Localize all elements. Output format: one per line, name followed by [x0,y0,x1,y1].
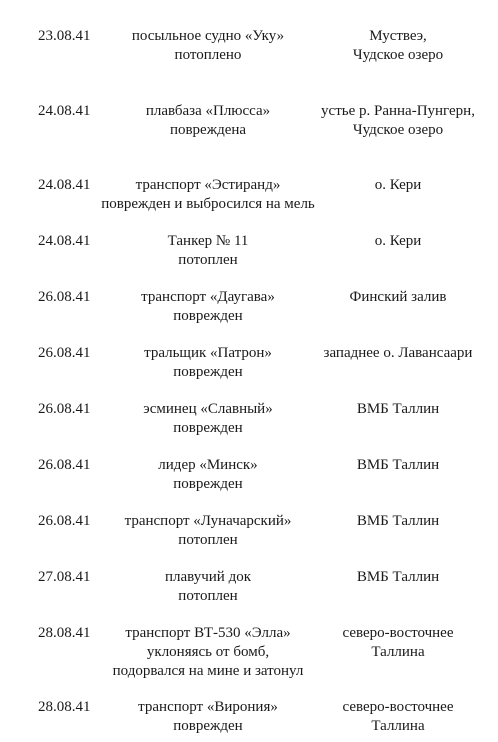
place-cell [318,568,478,587]
place-cell [318,102,478,140]
event-cell [96,624,320,681]
date-cell: 28.08.41 [38,699,91,715]
event-line: повреждена [169,122,247,138]
place-line: Муствеэ, [369,28,427,44]
event-line: плавучий док [164,569,251,585]
place-line: устье р. Ранна-Пунгерн, [321,103,475,119]
date-cell: 26.08.41 [38,345,91,361]
date-cell: 24.08.41 [38,177,91,193]
event-line: потоплен [178,532,238,548]
event-line: плавбаза «Плюсса» [145,103,271,119]
event-line: поврежден [173,718,243,734]
place-line: западнее о. Лавансаари [323,345,473,361]
place-line: Финский залив [349,289,447,305]
date-cell: 27.08.41 [38,569,91,585]
event-line: потоплено [174,47,242,63]
place-line: ВМБ Таллин [356,401,440,417]
date-cell: 26.08.41 [38,401,91,417]
place-line: Чудское озеро [352,47,444,63]
place-line: Таллина [371,644,425,660]
place-line: о. Кери [374,233,422,249]
event-cell [96,512,320,550]
date-cell: 26.08.41 [38,513,91,529]
event-cell [96,288,320,326]
place-line: Чудское озеро [352,122,444,138]
event-line: поврежден [173,308,243,324]
place-line: Таллина [371,718,425,734]
place-cell [318,344,478,363]
event-cell [96,344,320,382]
event-cell [96,27,320,65]
event-line: поврежден [173,420,243,436]
event-cell [96,102,320,140]
place-line: ВМБ Таллин [356,457,440,473]
event-line: Танкер № 11 [167,233,249,249]
event-line: тральщик «Патрон» [144,345,272,361]
place-cell [318,288,478,307]
place-line: ВМБ Таллин [356,513,440,529]
event-line: уклоняясь от бомб, [146,644,270,660]
event-line: транспорт «Луначарский» [124,513,292,529]
place-cell [318,624,478,662]
event-cell [96,232,320,270]
event-line: поврежден и выбросился на мель [101,196,315,212]
place-cell [318,456,478,475]
event-line: транспорт «Эстиранд» [135,177,281,193]
event-cell [96,400,320,438]
event-line: поврежден [173,364,243,380]
place-line: о. Кери [374,177,422,193]
place-cell [318,512,478,531]
place-cell [318,698,478,736]
place-cell [318,232,478,251]
place-line: северо-восточнее [342,625,454,641]
date-cell: 28.08.41 [38,625,91,641]
event-line: лидер «Минск» [158,457,258,473]
event-line: транспорт «Даугава» [141,289,275,305]
date-cell: 26.08.41 [38,457,91,473]
place-line: ВМБ Таллин [356,569,440,585]
event-line: посыльное судно «Уку» [131,28,285,44]
event-line: эсминец «Славный» [143,401,273,417]
date-cell: 24.08.41 [38,103,91,119]
event-line: поврежден [173,476,243,492]
event-cell [96,698,320,736]
date-cell: 23.08.41 [38,28,91,44]
event-cell [96,176,320,214]
event-line: транспорт «Вирония» [138,699,278,715]
date-cell: 24.08.41 [38,233,91,249]
place-line: северо-восточнее [342,699,454,715]
event-line: подорвался на мине и затонул [112,663,304,679]
event-cell [96,456,320,494]
event-cell [96,568,320,606]
place-cell [318,176,478,195]
event-line: транспорт ВТ-530 «Элла» [125,625,291,641]
place-cell [318,27,478,65]
event-line: потоплен [178,252,238,268]
event-line: потоплен [178,588,238,604]
place-cell [318,400,478,419]
date-cell: 26.08.41 [38,289,91,305]
